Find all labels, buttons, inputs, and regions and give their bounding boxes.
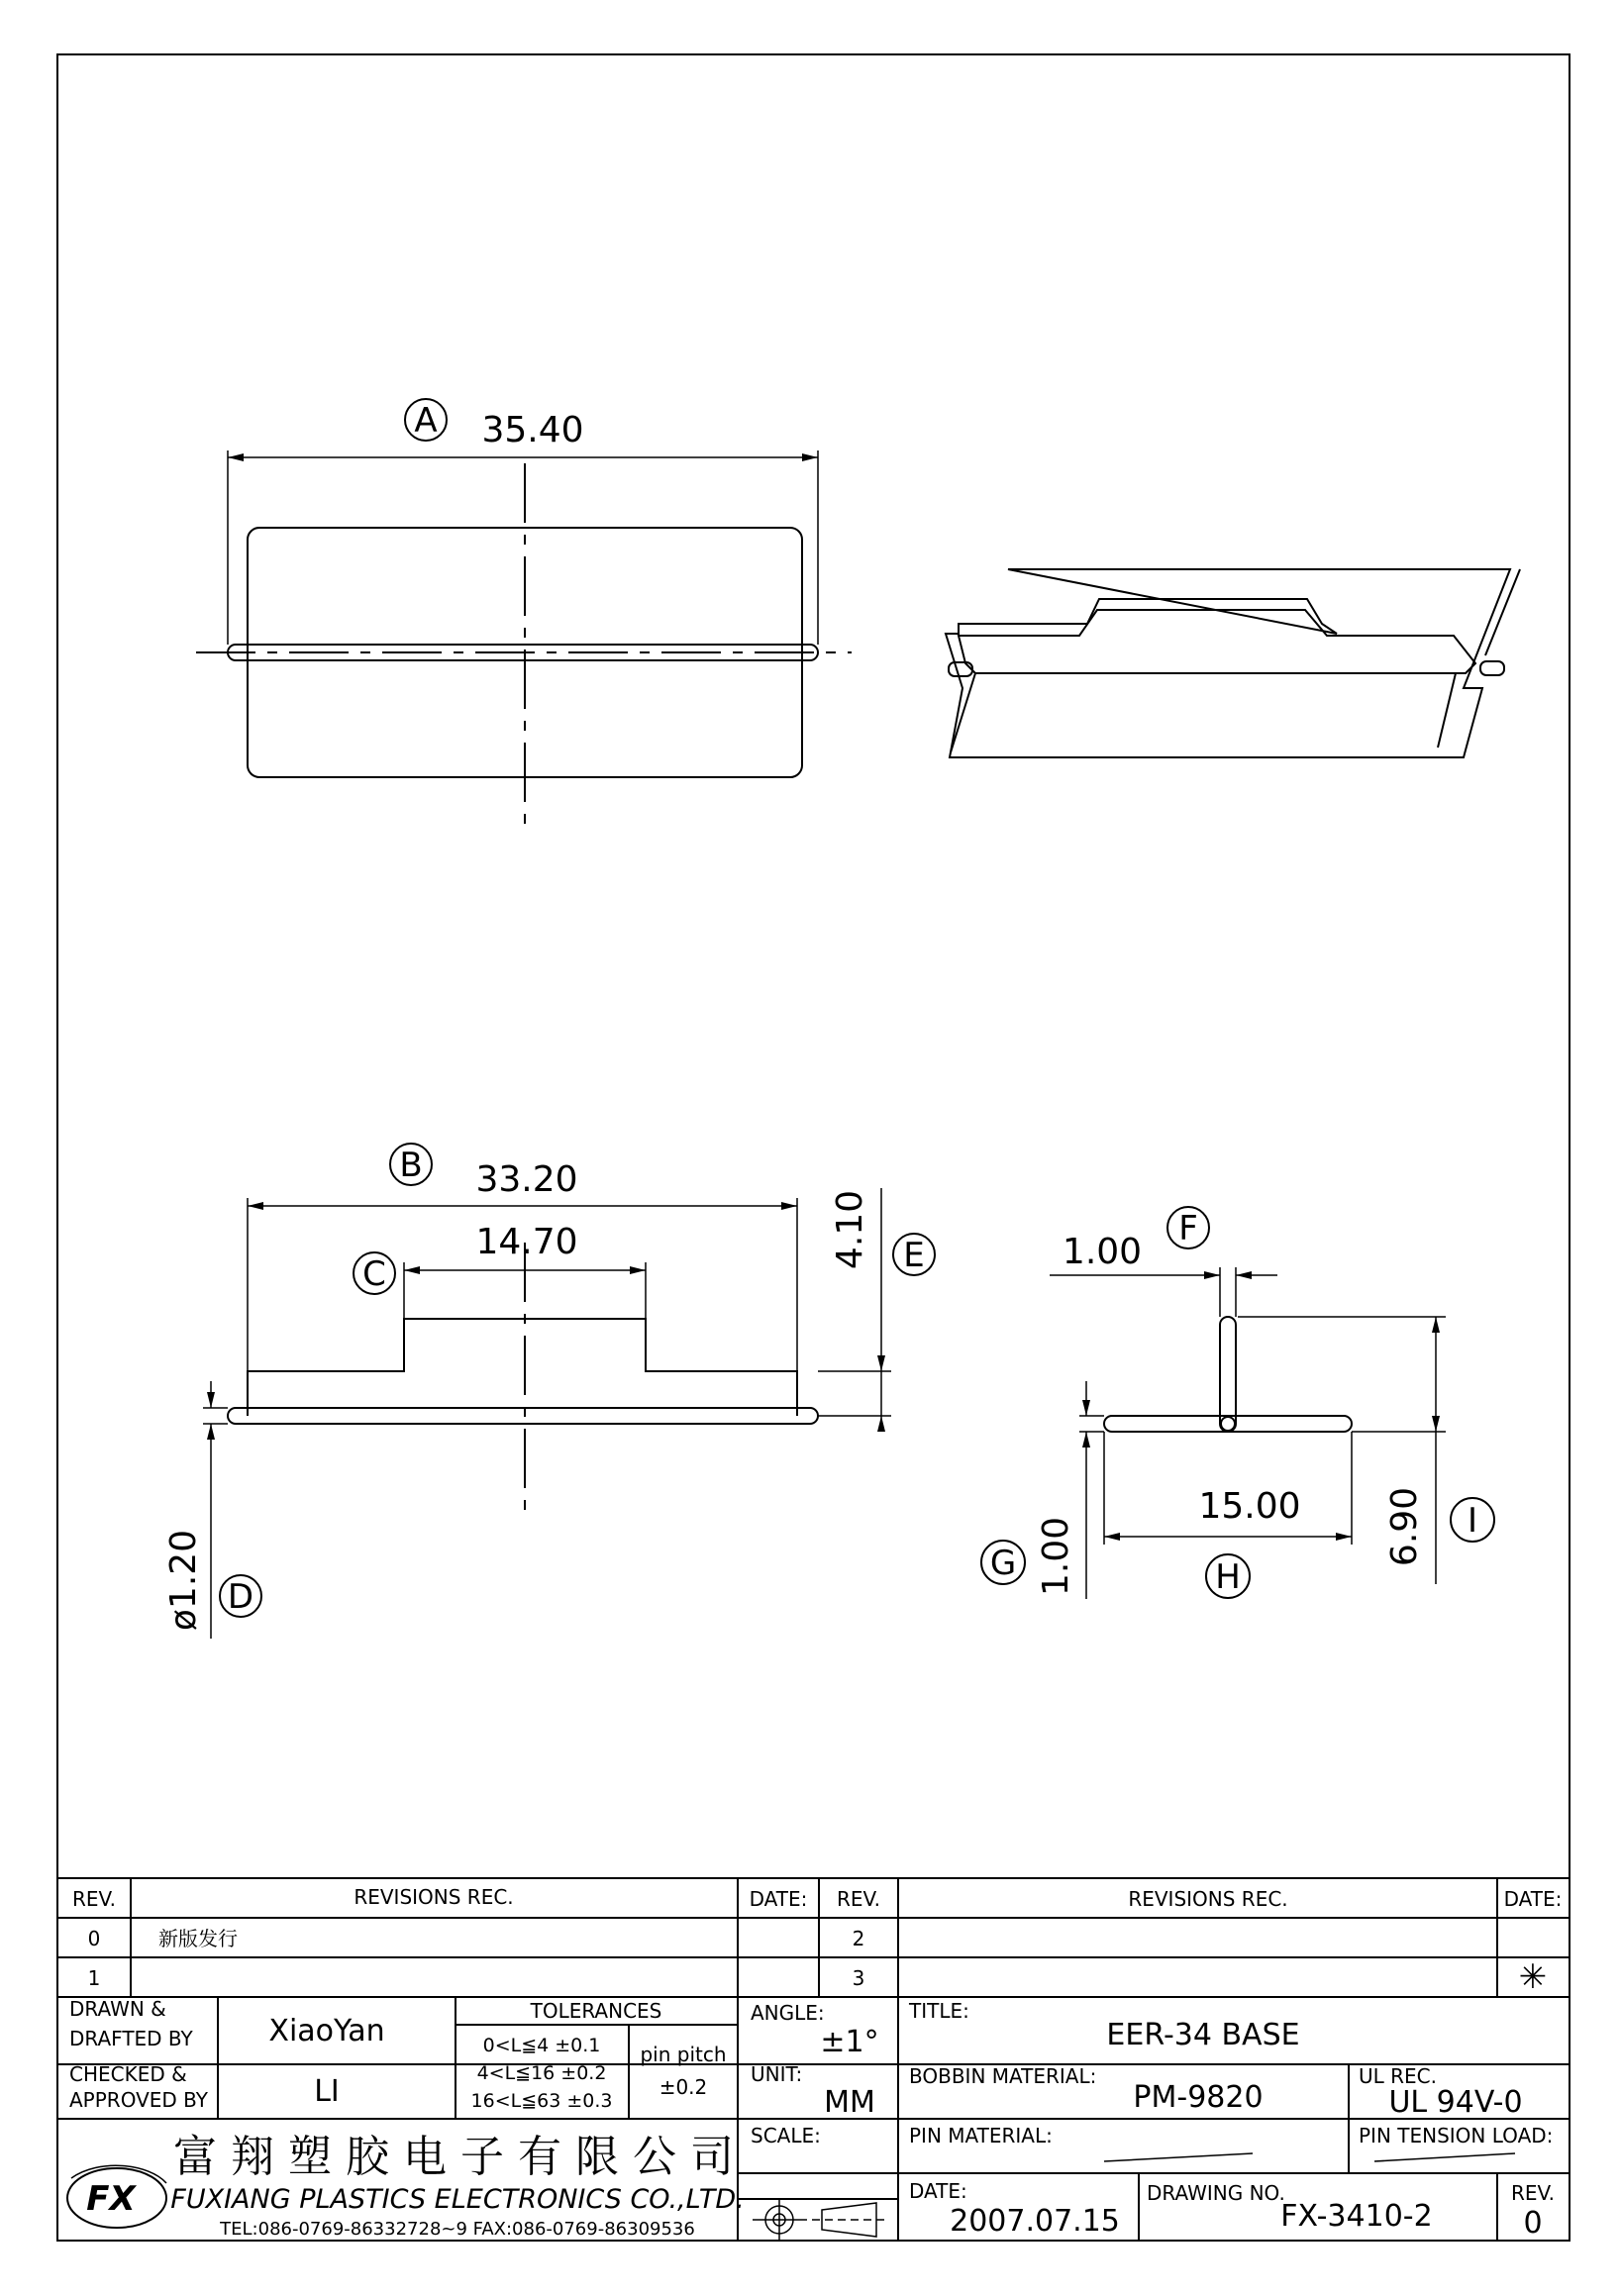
side-view (981, 1207, 1494, 1599)
dim-h-value: 15.00 (1198, 1486, 1301, 1527)
dim-g-arrow-bottom (1082, 1432, 1090, 1447)
iso-top-plate (959, 610, 1475, 673)
iso-pin-right (1480, 661, 1504, 675)
dim-d-arrow-bottom (207, 1424, 215, 1440)
dim-g-value: 1.00 (1036, 1516, 1076, 1597)
drawn-by-value: XiaoYan (268, 2014, 385, 2048)
angle-value: ±1° (820, 2025, 879, 2059)
dim-c-arrow-right (630, 1266, 646, 1274)
top-view (196, 399, 852, 832)
ul-rec-value: UL 94V-0 (1388, 2085, 1523, 2120)
dim-i-arrow-top (1432, 1317, 1440, 1333)
pin-tension-label: PIN TENSION LOAD: (1359, 2124, 1554, 2147)
projection-symbol-icon (753, 2200, 886, 2240)
drawn-label-2: DRAFTED BY (69, 2027, 193, 2050)
dim-g-arrow-top (1082, 1400, 1090, 1416)
dim-a-arrow-left (228, 453, 244, 461)
rev-row-3: 3 (852, 1966, 865, 1990)
iso-right-edge (1438, 673, 1456, 748)
isometric-view (946, 569, 1520, 757)
rev-value: 0 (1523, 2206, 1543, 2241)
scale-label: SCALE: (751, 2124, 821, 2147)
tolerance-row-1: 0<L≦4 ±0.1 (482, 2035, 601, 2056)
dim-b-arrow-left (248, 1202, 263, 1210)
title-block (57, 1997, 1570, 2241)
pin-material-label: PIN MATERIAL: (909, 2124, 1053, 2147)
company-logo-text: FX (86, 2179, 136, 2219)
rev-row-2: 2 (852, 1927, 865, 1950)
drawing-no-label: DRAWING NO. (1147, 2181, 1285, 2205)
drawing-no-value: FX-3410-2 (1280, 2199, 1433, 2234)
checked-label-2: APPROVED BY (69, 2088, 209, 2112)
angle-label: ANGLE: (751, 2001, 825, 2025)
bobbin-material-value: PM-9820 (1133, 2080, 1264, 2115)
company-contact: TEL:086-0769-86332728~9 FAX:086-0769-86309536 (220, 2219, 695, 2240)
label-d: D (227, 1577, 254, 1617)
unit-value: MM (824, 2085, 875, 2120)
front-view-pin-bar (228, 1408, 818, 1424)
rev-row-0: 0 (87, 1927, 101, 1950)
dim-c-value: 14.70 (475, 1222, 578, 1262)
dim-e-arrow-bottom (877, 1416, 885, 1432)
pin-pitch-label: pin pitch (640, 2043, 727, 2066)
label-c: C (362, 1254, 386, 1294)
dim-d-value: ø1.20 (163, 1529, 204, 1632)
rec-header-left: REVISIONS REC. (354, 1885, 514, 1909)
iso-pin-left (949, 662, 972, 676)
rev-header-left: REV. (72, 1887, 116, 1911)
title-value: EER-34 BASE (1106, 2018, 1300, 2052)
dim-b-arrow-right (781, 1202, 797, 1210)
dim-f-arrow-left (1204, 1271, 1220, 1279)
tolerance-row-2: 4<L≦16 ±0.2 (476, 2062, 607, 2084)
label-e: E (903, 1236, 925, 1275)
title-label: TITLE: (909, 1999, 969, 2023)
iso-back-edge (1485, 569, 1520, 655)
company-name-en: FUXIANG PLASTICS ELECTRONICS CO.,LTD. (170, 2184, 745, 2215)
side-view-base (1104, 1416, 1352, 1432)
rev-label: REV. (1511, 2181, 1555, 2205)
company-name-cn: 富翔塑胶电子有限公司 (173, 2132, 748, 2182)
dim-f-value: 1.00 (1062, 1232, 1143, 1272)
rev-row-1: 1 (87, 1966, 101, 1990)
tolerances-label: TOLERANCES (530, 1999, 662, 2023)
front-view-body (248, 1319, 797, 1416)
bobbin-material-label: BOBBIN MATERIAL: (909, 2064, 1097, 2088)
date-label: DATE: (909, 2179, 967, 2203)
iso-left-edge (951, 673, 975, 752)
front-view (163, 1144, 935, 1639)
rev-header-right: REV. (837, 1887, 880, 1911)
dim-h-arrow-right (1336, 1533, 1352, 1541)
dim-b-value: 33.20 (475, 1159, 578, 1200)
pin-material-blank (1104, 2153, 1253, 2161)
ul-rec-label: UL REC. (1359, 2064, 1437, 2088)
rec-row-0: 新版发行 (158, 1927, 238, 1950)
pin-tension-blank (1374, 2153, 1515, 2161)
dim-i-arrow-bottom (1432, 1416, 1440, 1432)
label-b: B (399, 1146, 423, 1185)
label-f: F (1178, 1209, 1198, 1248)
date-value: 2007.07.15 (950, 2204, 1120, 2239)
rec-header-right: REVISIONS REC. (1128, 1887, 1288, 1911)
iso-base-outline (946, 569, 1510, 757)
label-g: G (989, 1544, 1017, 1583)
label-i: I (1467, 1501, 1478, 1541)
dim-c-arrow-left (404, 1266, 420, 1274)
dim-a-arrow-right (802, 453, 818, 461)
sheet-border (57, 54, 1570, 2241)
tolerance-row-3: 16<L≦63 ±0.3 (470, 2090, 613, 2112)
revision-mark: ✳ (1518, 1957, 1548, 1997)
dim-a-value: 35.40 (481, 410, 584, 450)
unit-label: UNIT: (751, 2062, 803, 2086)
dim-h-arrow-left (1104, 1533, 1120, 1541)
company-logo-icon (67, 2165, 166, 2228)
checked-label-1: CHECKED & (69, 2062, 187, 2086)
side-view-wall (1220, 1317, 1236, 1432)
checked-by-value: LI (314, 2074, 340, 2109)
dim-f-arrow-right (1236, 1271, 1252, 1279)
drawn-label-1: DRAWN & (69, 1997, 166, 2021)
dim-e-value: 4.10 (830, 1189, 870, 1270)
dim-e-arrow-top (877, 1355, 885, 1371)
dim-i-value: 6.90 (1384, 1486, 1425, 1567)
side-view-pin (1221, 1417, 1235, 1431)
date-header-right: DATE: (1503, 1887, 1563, 1911)
pin-pitch-value: ±0.2 (659, 2075, 708, 2099)
label-a: A (414, 401, 438, 441)
dim-d-arrow-top (207, 1392, 215, 1408)
date-header-left: DATE: (749, 1887, 808, 1911)
label-h: H (1215, 1557, 1241, 1597)
